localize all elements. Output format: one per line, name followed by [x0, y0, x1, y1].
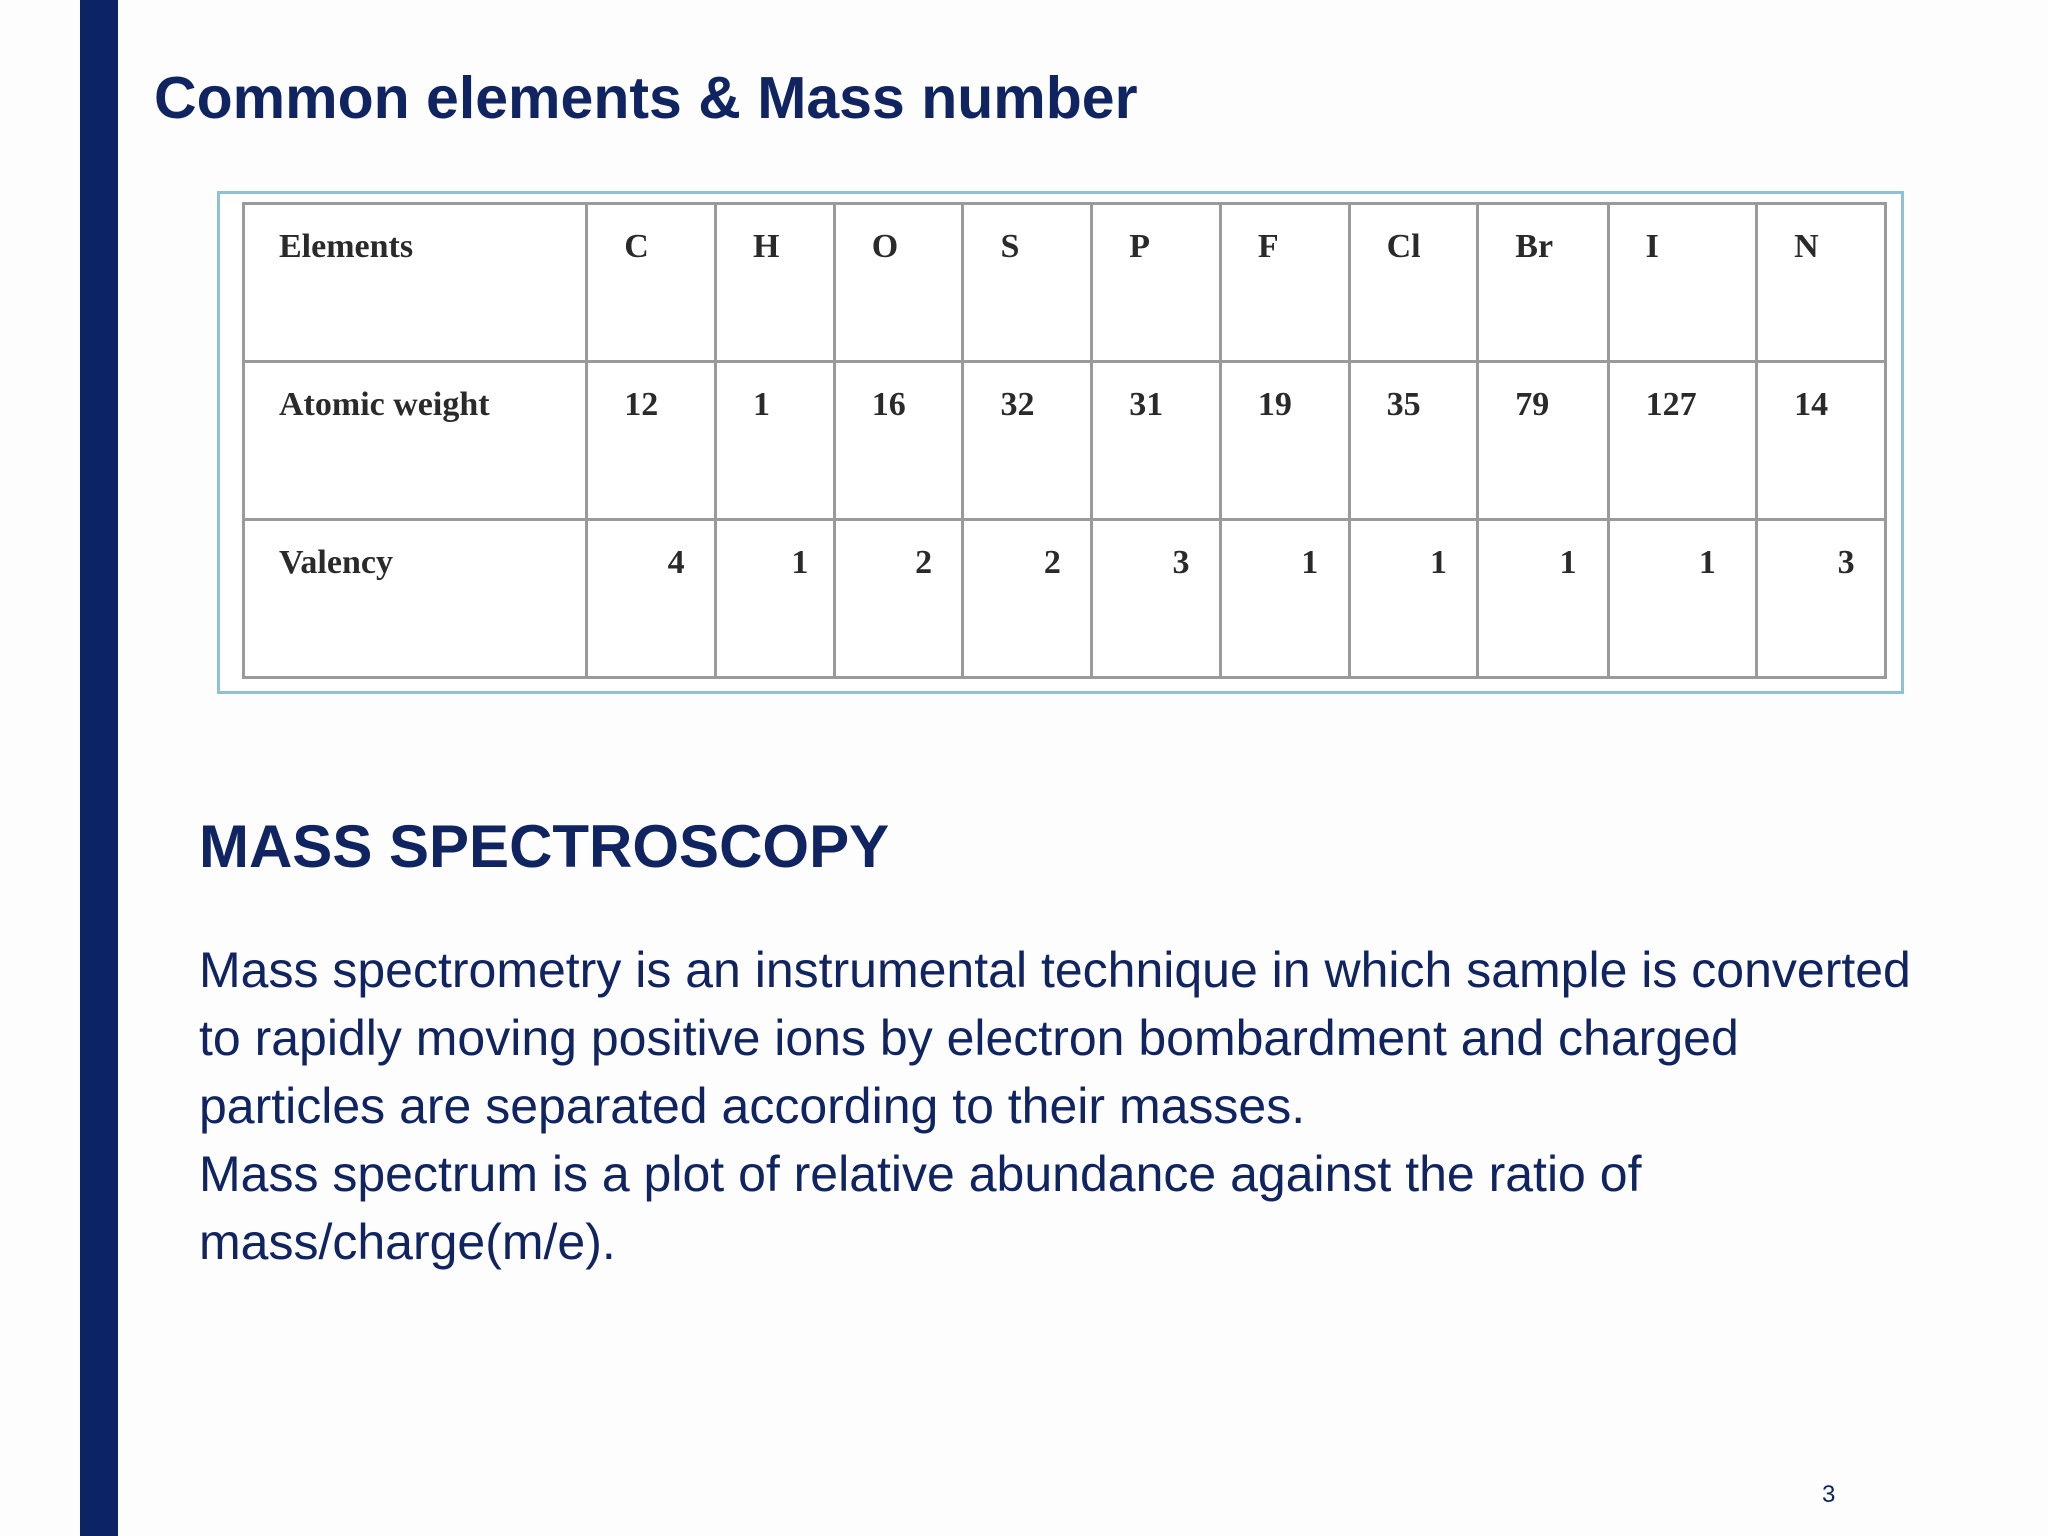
symbol-cell: N — [1757, 204, 1886, 362]
atomic-weight-cell: 31 — [1092, 362, 1221, 520]
valency-cell: 2 — [834, 520, 963, 678]
row-header-elements: Elements — [244, 204, 587, 362]
left-accent-bar — [80, 0, 118, 1536]
paragraph-definition: Mass spectrometry is an instrumental technique in which sample is converted to rapidly moving positive ions by electron bombardment and charged particles are separated according to their masses. — [199, 942, 1911, 1134]
atomic-weight-cell: 35 — [1349, 362, 1478, 520]
symbol-cell: H — [715, 204, 834, 362]
atomic-weight-cell: 1 — [715, 362, 834, 520]
element-table — [242, 202, 1887, 679]
atomic-weight-cell: 16 — [834, 362, 963, 520]
body-text — [199, 936, 1919, 1276]
valency-cell: 2 — [963, 520, 1092, 678]
table-row-atomic-weight — [244, 362, 1886, 520]
slide-title: Common elements & Mass number — [154, 65, 1138, 131]
atomic-weight-cell: 127 — [1608, 362, 1757, 520]
paragraph-spectrum: Mass spectrum is a plot of relative abundance against the ratio of mass/charge(m/e). — [199, 1146, 1642, 1270]
element-table-image — [217, 191, 1904, 694]
row-header-valency: Valency — [244, 520, 587, 678]
valency-cell: 1 — [1608, 520, 1757, 678]
valency-cell: 1 — [1349, 520, 1478, 678]
atomic-weight-cell: 12 — [587, 362, 716, 520]
atomic-weight-cell: 79 — [1478, 362, 1608, 520]
table-row-elements — [244, 204, 1886, 362]
section-heading: MASS SPECTROSCOPY — [199, 813, 890, 880]
atomic-weight-cell: 19 — [1220, 362, 1349, 520]
symbol-cell: Br — [1478, 204, 1608, 362]
row-header-atomic-weight: Atomic weight — [244, 362, 587, 520]
symbol-cell: S — [963, 204, 1092, 362]
valency-cell: 1 — [715, 520, 834, 678]
valency-cell: 1 — [1478, 520, 1608, 678]
atomic-weight-cell: 32 — [963, 362, 1092, 520]
table-row-valency — [244, 520, 1886, 678]
symbol-cell: O — [834, 204, 963, 362]
valency-cell: 4 — [587, 520, 716, 678]
valency-cell: 1 — [1220, 520, 1349, 678]
symbol-cell: I — [1608, 204, 1757, 362]
symbol-cell: P — [1092, 204, 1221, 362]
symbol-cell: Cl — [1349, 204, 1478, 362]
valency-cell: 3 — [1092, 520, 1221, 678]
symbol-cell: C — [587, 204, 716, 362]
symbol-cell: F — [1220, 204, 1349, 362]
valency-cell: 3 — [1757, 520, 1886, 678]
atomic-weight-cell: 14 — [1757, 362, 1886, 520]
page-number: 3 — [1822, 1481, 1836, 1508]
